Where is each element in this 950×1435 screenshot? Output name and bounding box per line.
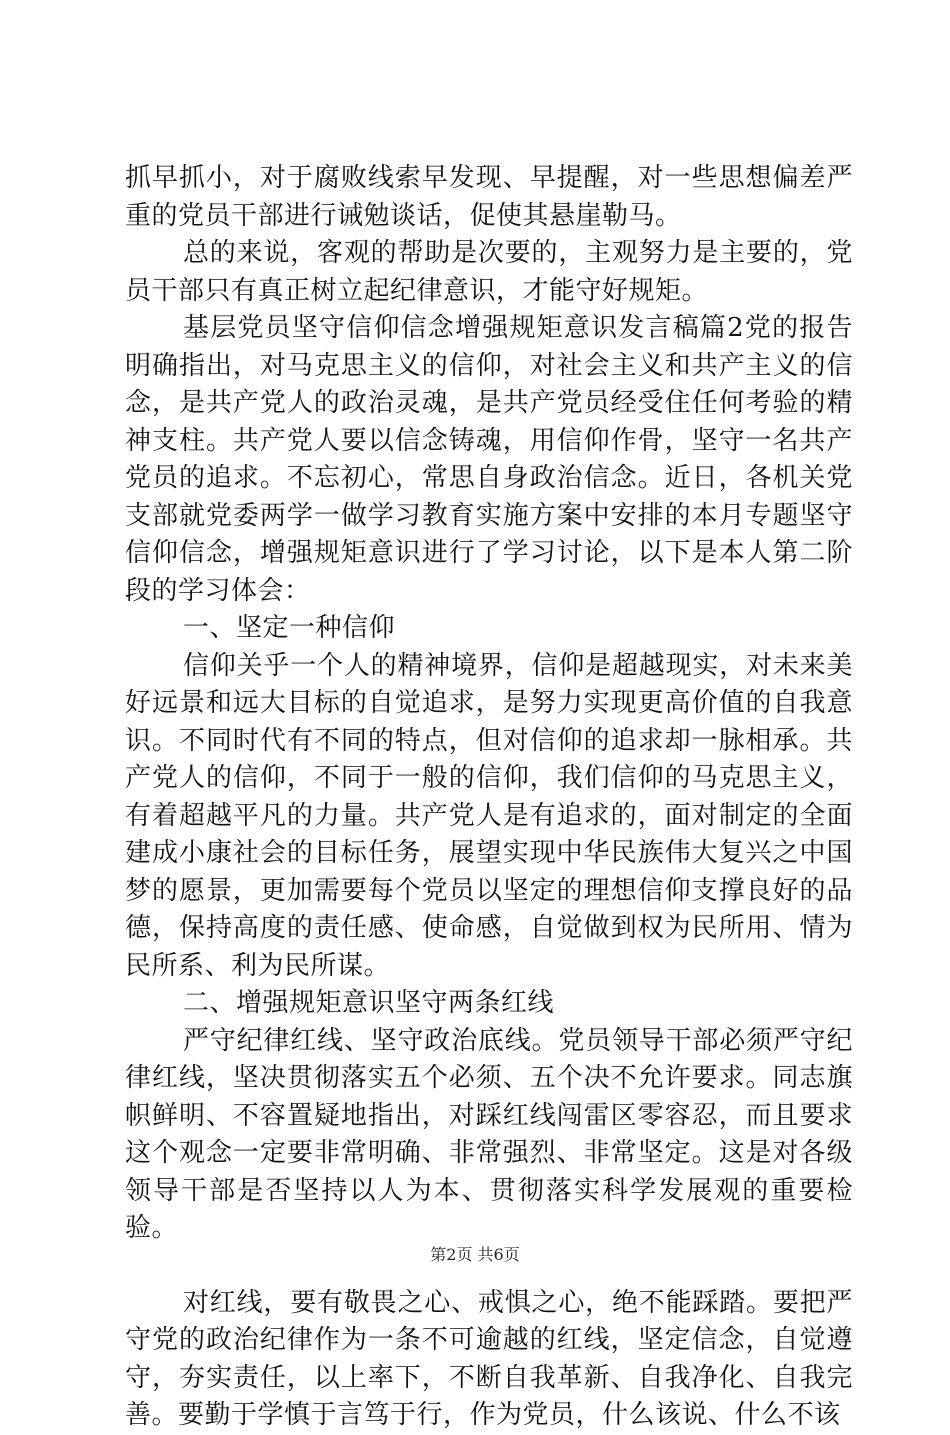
page-footer: 第2页 共6页	[430, 1245, 520, 1264]
paragraph-respect: 对红线，要有敬畏之心、戒惧之心，绝不能踩踏。要把严守党的政治纪律作为一条不可逾越的红线，坚定信念，自觉遵守，夯实责任，以上率下，不断自我革新、自我净化、自我完善。要勤于学慎于言笃于行，作为党员，什么该说、什么不该	[125, 1287, 853, 1430]
section-heading-belief: 一、坚定一种信仰	[183, 613, 396, 643]
paragraph-red-line: 严守纪律红线、坚守政治底线。党员领导干部必须严守纪律红线，坚决贯彻落实五个必须、五个决不允许要求。同志旗帜鲜明、不容置疑地指出，对踩红线闯雷区零容忍，而且要求这个观念一定要非常明确、非常强烈、非常坚定。这是对各级领导干部是否坚持以人为本、贯彻落实科学发展观的重要检验。	[125, 1025, 853, 1243]
paragraph-continuation: 抓早抓小，对于腐败线索早发现、早提醒，对一些思想偏差严重的党员干部进行诫勉谈话，促使其悬崖勒马。	[125, 163, 853, 231]
paragraph-summary: 总的来说，客观的帮助是次要的，主观努力是主要的，党员干部只有真正树立起纪律意识，才能守好规矩。	[125, 238, 853, 306]
section-heading-rules: 二、增强规矩意识坚守两条红线	[183, 988, 555, 1018]
paragraph-intro: 基层党员坚守信仰信念增强规矩意识发言稿篇2党的报告明确指出，对马克思主义的信仰，对社会主义和共产主义的信念，是共产党人的政治灵魂，是共产党员经受住任何考验的精神支柱。共产党人要以信念铸魂，用信仰作骨，坚守一名共产党员的追求。不忘初心，常思自身政治信念。近日，各机关党支部就党委两学一做学习教育实施方案中安排的本月专题坚守信仰信念，增强规矩意识进行了学习讨论，以下是本人第二阶段的学习体会：	[125, 313, 853, 606]
paragraph-belief: 信仰关乎一个人的精神境界，信仰是超越现实，对未来美好远景和远大目标的自觉追求，是努力实现更高价值的自我意识。不同时代有不同的特点，但对信仰的追求却一脉相承。共产党人的信仰，不同于一般的信仰，我们信仰的马克思主义，有着超越平凡的力量。共产党人是有追求的，面对制定的全面建成小康社会的目标任务，展望实现中华民族伟大复兴之中国梦的愿景，更加需要每个党员以坚定的理想信仰支撑良好的品德，保持高度的责任感、使命感，自觉做到权为民所用、情为民所系、利为民所谋。	[125, 650, 853, 981]
